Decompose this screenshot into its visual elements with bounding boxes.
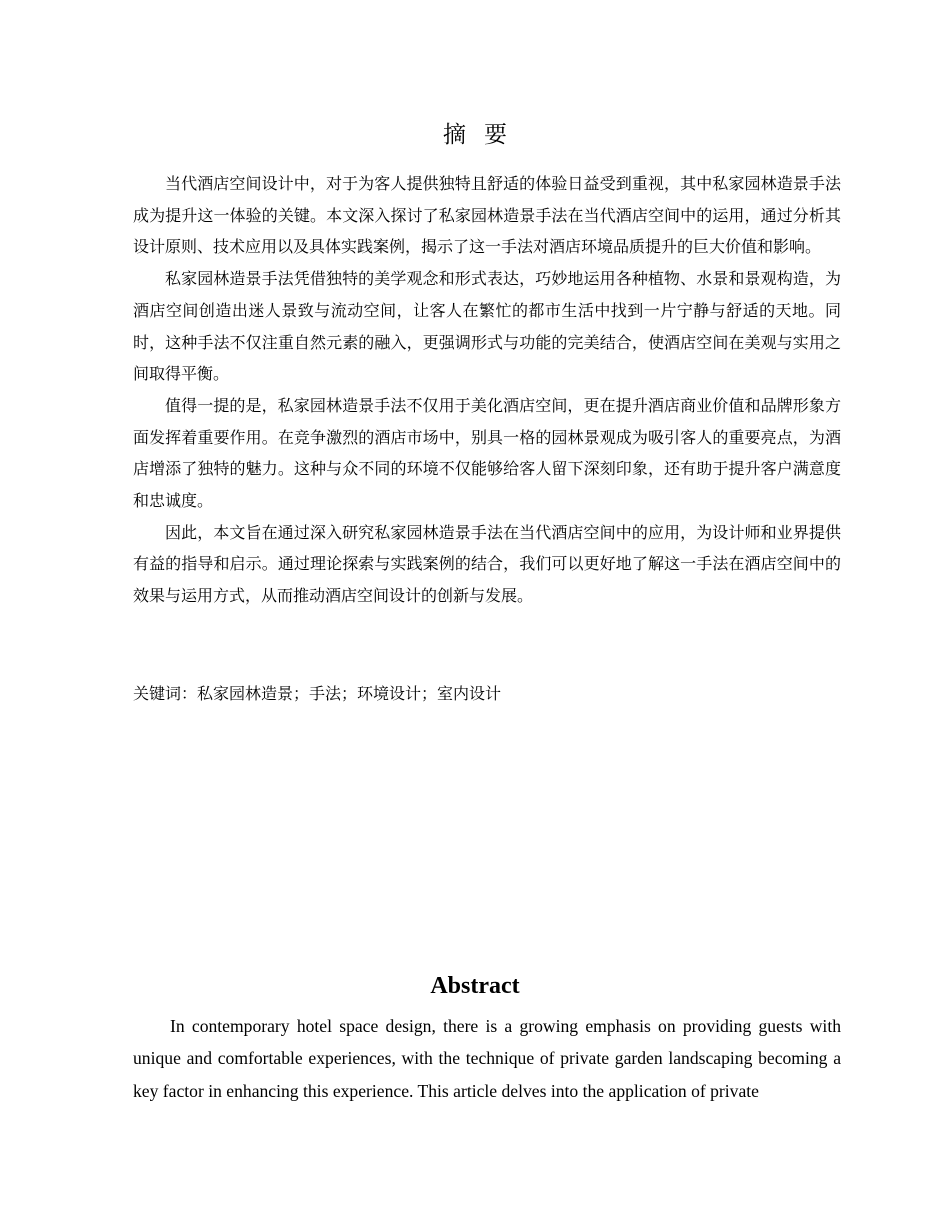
english-abstract-paragraph-1: In contemporary hotel space design, there is a growing emphasis on providing guests with unique and comfortable experiences, with the technique of private garden landscaping becoming a key factor in enhancing this experience. This article delves into the application of private [133,1016,841,1101]
chinese-abstract-paragraph-4: 因此，本文旨在通过深入研究私家园林造景手法在当代酒店空间中的应用，为设计师和业界提供有益的指导和启示。通过理论探索与实践案例的结合，我们可以更好地了解这一手法在酒店空间中的效果与运用方式，从而推动酒店空间设计的创新与发展。 [133,522,841,606]
english-abstract-title: Abstract [430,973,520,999]
chinese-abstract-title: 摘要 [443,122,525,148]
chinese-abstract-paragraph-2: 私家园林造景手法凭借独特的美学观念和形式表达，巧妙地运用各种植物、水景和景观构造，为酒店空间创造出迷人景致与流动空间，让客人在繁忙的都市生活中找到一片宁静与舒适的天地。同时，这种手法不仅注重自然元素的融入，更强调形式与功能的完美结合，使酒店空间在美观与实用之间取得平衡。 [133,269,841,384]
english-abstract-body [133,1010,841,1107]
chinese-abstract-body [133,168,841,612]
chinese-abstract-paragraph-1: 当代酒店空间设计中，对于为客人提供独特且舒适的体验日益受到重视，其中私家园林造景手法成为提升这一体验的关键。本文深入探讨了私家园林造景手法在当代酒店空间中的运用，通过分析其设计原则、技术应用以及具体实践案例，揭示了这一手法对酒店环境品质提升的巨大价值和影响。 [133,174,841,257]
keywords-label: 关键词： [133,684,198,703]
chinese-abstract-paragraph-3: 值得一提的是，私家园林造景手法不仅用于美化酒店空间，更在提升酒店商业价值和品牌形象方面发挥着重要作用。在竞争激烈的酒店市场中，别具一格的园林景观成为吸引客人的重要亮点，为酒店增添了独特的魅力。这种与众不同的环境不仅能够给客人留下深刻印象，还有助于提升客户满意度和忠诚度。 [133,395,841,511]
keywords-line [133,678,841,709]
keywords-value: 私家园林造景；手法；环境设计；室内设计 [197,684,502,703]
